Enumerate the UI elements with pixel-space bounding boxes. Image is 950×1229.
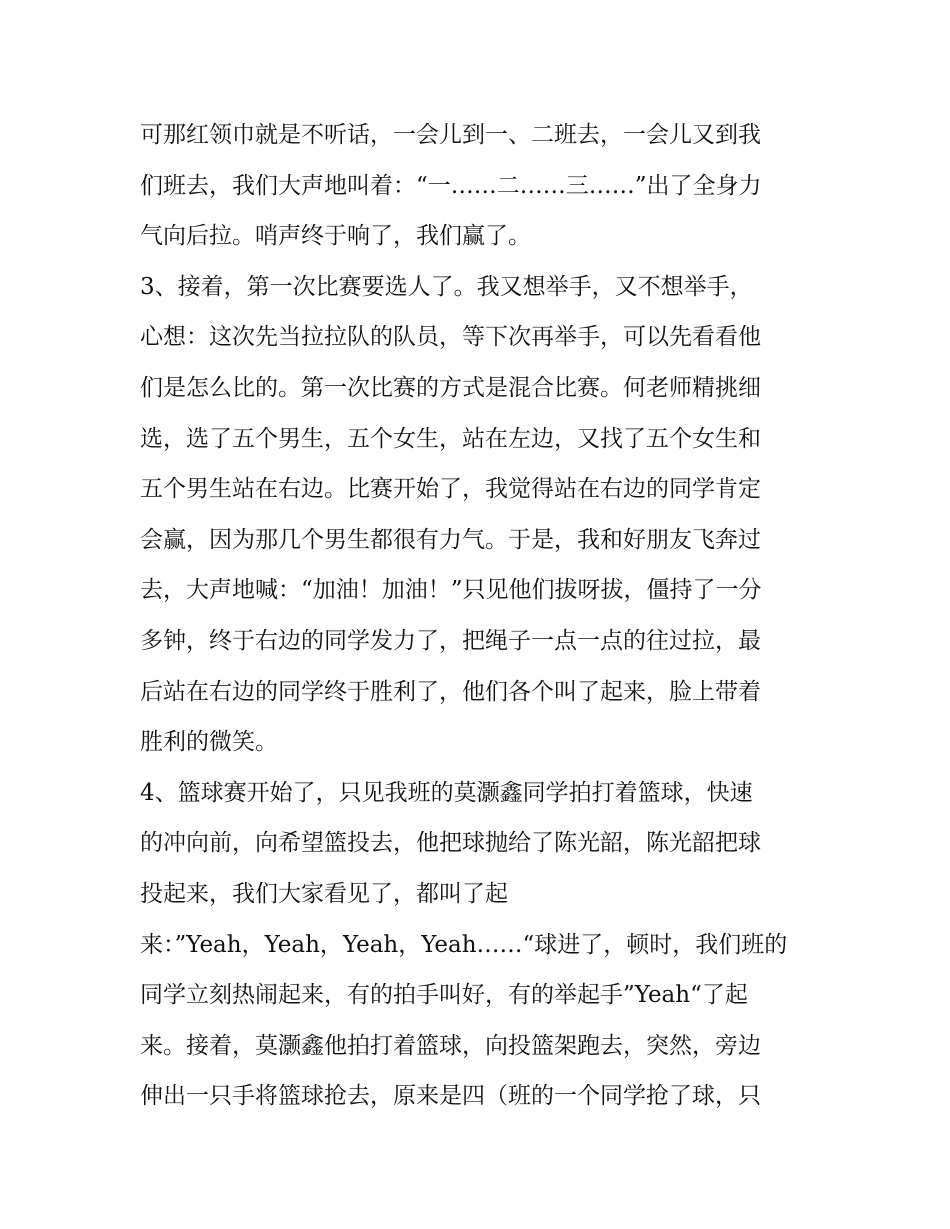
text-line-18: 同学立刻热闹起来，有的拍手叫好，有的举起手”Yeah“了起 xyxy=(140,982,748,1009)
text-line-9: 会赢，因为那几个男生都很有力气。于是，我和好朋友飞奔过 xyxy=(140,526,761,553)
text-line-16: 投起来，我们大家看见了，都叫了起 xyxy=(140,880,508,907)
text-line-8: 五个男生站在右边。比赛开始了，我觉得站在右边的同学肯定 xyxy=(140,476,761,503)
text-line-11: 多钟，终于右边的同学发力了，把绳子一点一点的往过拉，最 xyxy=(140,627,761,654)
text-line-13: 胜利的微笑。 xyxy=(140,729,278,756)
body-text xyxy=(140,110,830,1122)
text-line-5: 心想：这次先当拉拉队的队员，等下次再举手，可以先看看他 xyxy=(140,324,761,351)
text-line-3: 气向后拉。哨声终于响了，我们赢了。 xyxy=(140,223,531,250)
text-line-17: 来：”Yeah，Yeah，Yeah，Yeah……“球进了，顿时，我们班的 xyxy=(140,931,788,958)
text-line-7: 选，选了五个男生，五个女生，站在左边，又找了五个女生和 xyxy=(140,425,761,452)
text-line-19: 来。接着，莫灏鑫他拍打着篮球，向投篮架跑去，突然，旁边 xyxy=(140,1032,761,1059)
text-line-4: 3、接着，第一次比赛要选人了。我又想举手，又不想举手， xyxy=(140,273,753,300)
text-line-14: 4、篮球赛开始了，只见我班的莫灏鑫同学拍打着篮球，快速 xyxy=(140,779,753,806)
text-line-20: 伸出一只手将篮球抢去，原来是四（班的一个同学抢了球，只 xyxy=(140,1083,761,1110)
text-line-2: 们班去，我们大声地叫着：“一……二……三……”出了全身力 xyxy=(140,172,762,199)
text-line-6: 们是怎么比的。第一次比赛的方式是混合比赛。何老师精挑细 xyxy=(140,374,761,401)
text-line-15: 的冲向前，向希望篮投去，他把球抛给了陈光韶，陈光韶把球 xyxy=(140,830,761,857)
text-line-12: 后站在右边的同学终于胜利了，他们各个叫了起来，脸上带着 xyxy=(140,678,761,705)
text-line-10: 去，大声地喊：“加油！加油！”只见他们拔呀拔，僵持了一分 xyxy=(140,577,762,604)
text-line-1: 可那红领巾就是不听话，一会儿到一、二班去，一会儿又到我 xyxy=(140,122,761,148)
